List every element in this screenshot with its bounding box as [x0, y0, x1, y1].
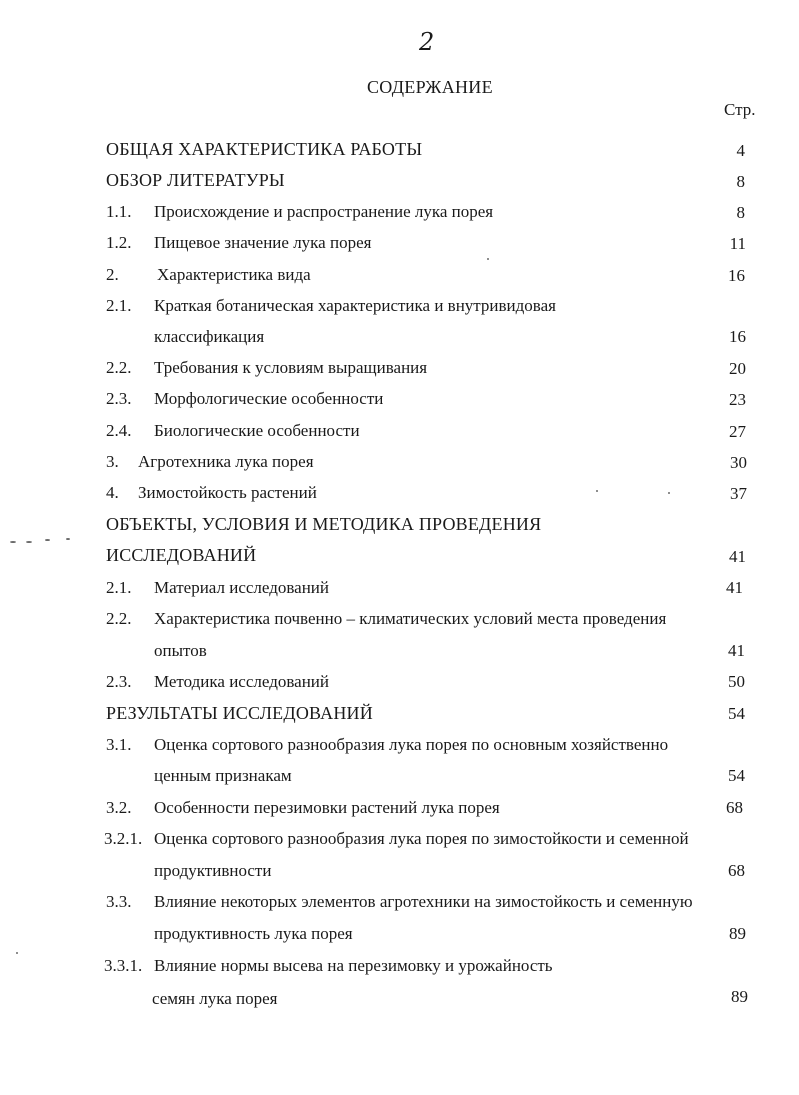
toc-heading: ОБЩАЯ ХАРАКТЕРИСТИКА РАБОТЫ: [106, 139, 423, 159]
toc-entry-number: 3.1.: [106, 735, 132, 754]
toc-entry-number: 3.3.1.: [104, 956, 143, 975]
scan-speck: [66, 538, 70, 540]
toc-entry-text: Материал исследований: [154, 578, 330, 597]
toc-entry-text: Пищевое значение лука порея: [154, 233, 372, 252]
toc-entry-number: 2.2.: [106, 609, 132, 628]
toc-entry-text-continuation: продуктивность лука порея: [154, 924, 353, 943]
scan-speck: [45, 539, 50, 541]
toc-page-number: 8: [736, 172, 745, 191]
toc-entry-text: Оценка сортового разнообразия лука порея по основным хозяйственно: [154, 735, 669, 754]
toc-page-number: 50: [728, 672, 745, 691]
toc-page-number: 4: [736, 141, 745, 160]
toc-heading: РЕЗУЛЬТАТЫ ИССЛЕДОВАНИЙ: [106, 703, 373, 723]
toc-page-number: 41: [729, 547, 746, 566]
toc-entry-text: Краткая ботаническая характеристика и внутривидовая: [154, 296, 556, 315]
toc-page-number: 11: [729, 234, 746, 253]
page-column-label: Стр.: [724, 100, 756, 119]
toc-entry-number: 4.: [106, 483, 119, 502]
toc-entry-text: Влияние нормы высева на перезимовку и урожайность: [154, 956, 553, 975]
toc-page-number: 30: [730, 453, 747, 472]
toc-page-number: 27: [729, 422, 746, 441]
toc-page-number: 54: [728, 766, 745, 785]
toc-entry-number: 1.2.: [106, 233, 132, 252]
toc-entry-text-continuation: семян лука порея: [152, 989, 278, 1008]
toc-entry-number: 2.2.: [106, 358, 132, 377]
toc-page-number: 68: [726, 798, 743, 817]
toc-entry-number: 2.: [106, 265, 119, 284]
toc-entry-text: Биологические особенности: [154, 421, 360, 440]
toc-page-number: 89: [729, 924, 746, 943]
toc-heading: ОБЪЕКТЫ, УСЛОВИЯ И МЕТОДИКА ПРОВЕДЕНИЯ: [106, 514, 542, 534]
toc-entry-number: 3.2.1.: [104, 829, 143, 848]
toc-entry-number: 2.4.: [106, 421, 132, 440]
toc-entry-number: 2.3.: [106, 672, 132, 691]
toc-page-number: 41: [728, 641, 745, 660]
toc-entry-text: Морфологические особенности: [154, 389, 384, 408]
toc-entry-number: 2.3.: [106, 389, 132, 408]
scan-speck: [668, 492, 670, 494]
scan-speck: [487, 258, 489, 260]
toc-page-number: 23: [729, 390, 746, 409]
toc-heading: ОБЗОР ЛИТЕРАТУРЫ: [106, 170, 285, 190]
toc-page-number: 20: [729, 359, 746, 378]
toc-entry-text: Характеристика вида: [157, 265, 311, 284]
toc-entry-text: Происхождение и распространение лука порея: [154, 202, 494, 221]
toc-entry-number: 2.1.: [106, 296, 132, 315]
toc-page-number: 16: [728, 266, 745, 285]
toc-entry-text: Особенности перезимовки растений лука порея: [154, 798, 500, 817]
toc-entry-number: 3.: [106, 452, 119, 471]
toc-entry-number: 3.3.: [106, 892, 132, 911]
toc-entry-text: Характеристика почвенно – климатических условий места проведения: [154, 609, 667, 628]
scan-speck: [16, 952, 18, 954]
toc-page-number: 37: [730, 484, 747, 503]
toc-page-number: 89: [731, 987, 748, 1006]
toc-entry-text-continuation: ценным признакам: [154, 766, 292, 785]
scan-speck: [596, 490, 598, 492]
toc-entry-text: Агротехника лука порея: [138, 452, 314, 471]
toc-page-number: 41: [726, 578, 743, 597]
toc-entry-text: Зимостойкость растений: [138, 483, 317, 502]
toc-entry-text: Влияние некоторых элементов агротехники на зимостойкость и семенную: [154, 892, 693, 911]
toc-entry-text: Требования к условиям выращивания: [154, 358, 428, 377]
toc-entry-number: 3.2.: [106, 798, 132, 817]
toc-page-number: 8: [736, 203, 745, 222]
toc-entry-text-continuation: классификация: [154, 327, 265, 346]
scan-speck: [10, 541, 16, 543]
page-title: СОДЕРЖАНИЕ: [367, 77, 493, 97]
toc-page-number: 68: [728, 861, 745, 880]
toc-page-number: 16: [729, 327, 746, 346]
toc-heading-continuation: ИССЛЕДОВАНИЙ: [106, 545, 257, 565]
toc-entry-text: Оценка сортового разнообразия лука порея по зимостойкости и семенной: [154, 829, 689, 848]
toc-entry-text: Методика исследований: [154, 672, 329, 691]
scan-speck: [26, 541, 32, 543]
toc-page-number: 54: [728, 704, 745, 723]
toc-entry-number: 1.1.: [106, 202, 132, 221]
handwritten-page-number: 2: [419, 28, 435, 56]
toc-entry-text-continuation: продуктивности: [154, 861, 272, 880]
toc-entry-text-continuation: опытов: [154, 641, 207, 660]
toc-entry-number: 2.1.: [106, 578, 132, 597]
